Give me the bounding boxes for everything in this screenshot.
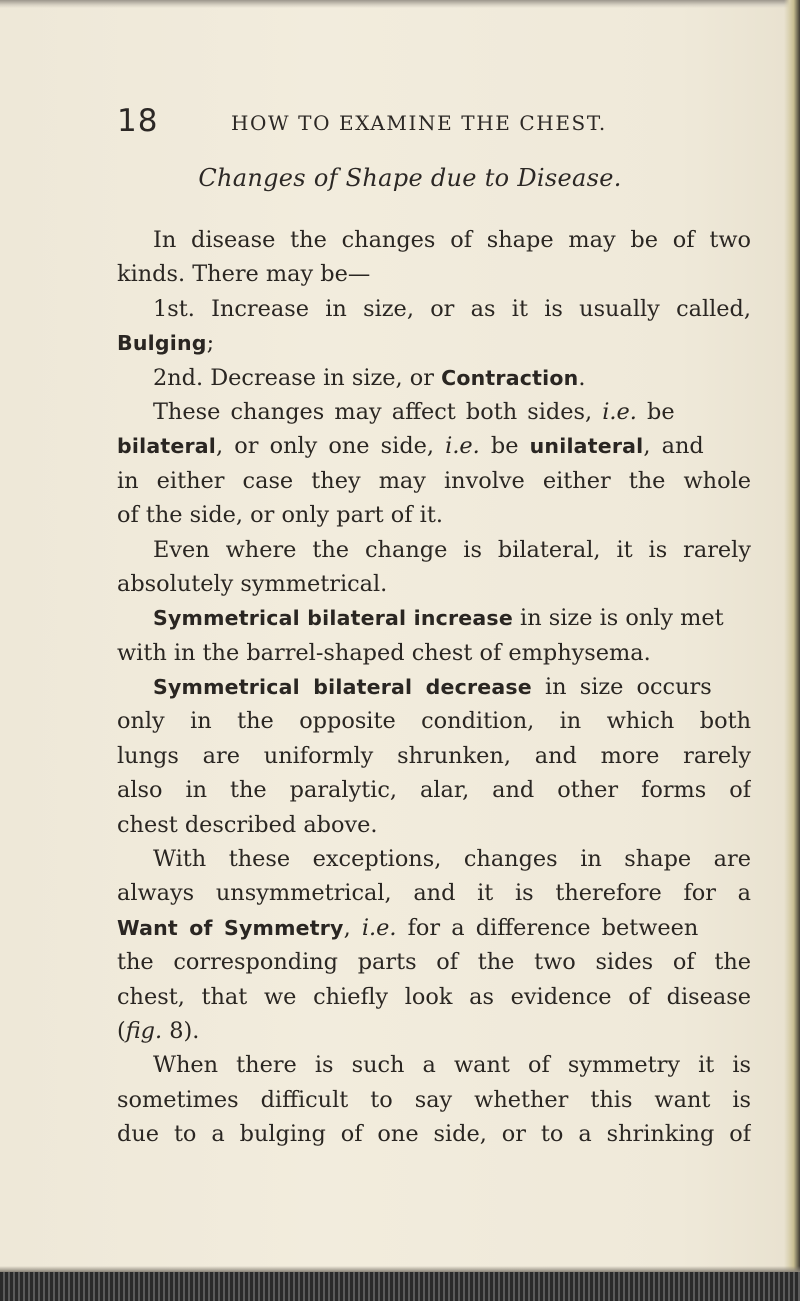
text-line: always unsymmetrical, and it is therefore for a [117,880,751,907]
text-fragment: 8). [162,1017,200,1044]
bold-term: Symmetrical bilateral increase [153,606,513,631]
text-line: absolutely symmetrical. [117,570,388,597]
bold-term: bilateral [117,434,217,459]
text-line: lungs are uniformly shrunken, and more rarely [117,742,751,769]
italic-abbrev: i.e. [445,433,480,460]
text-line [117,326,751,360]
text-fragment: in size is only met [512,605,724,632]
text-fragment: for a difference between [396,914,699,941]
text-line [117,670,751,704]
text-line [117,429,751,463]
text-fragment: , or only one side, [216,433,446,460]
bold-term: Contraction [441,365,579,390]
text-line: only in the opposite condition, in which both [117,708,751,735]
body-text [117,223,751,1152]
page-bottom-edge [0,1272,800,1301]
text-line [117,601,751,635]
page-number: 18 [117,103,159,139]
running-head [117,103,757,143]
text-line: Even where the change is bilateral, it is rarely [153,536,751,563]
text-line [117,361,751,395]
text-line: In disease the changes of shape may be of two [153,227,751,253]
text-line: With these exceptions, changes in shape are [153,846,751,873]
text-line: the corresponding parts of the two sides of the [117,949,751,976]
text-line: 1st. Increase in size, or as it is usually called, [153,295,751,322]
text-fragment: be [479,433,530,460]
text-line: sometimes difficult to say whether this want is [117,1086,751,1113]
text-line: kinds. There may be— [117,261,371,288]
bold-term: Want of Symmetry [117,915,344,940]
text-fragment: 2nd. Decrease in size, or [153,364,442,391]
page-top-edge [0,0,800,8]
bold-term: unilateral [529,434,644,459]
text-line: in either case they may involve either the whole [117,467,751,494]
italic-abbrev: i.e. [602,398,637,425]
text-line: due to a bulging of one side, or to a shrinking of [117,1121,751,1148]
bold-term: Bulging [117,331,207,356]
section-title: Changes of Shape due to Disease. [198,164,622,192]
text-fragment: ; [206,330,215,357]
text-fragment: in size occurs [531,674,712,701]
text-line: of the side, or only part of it. [117,502,443,529]
text-line [117,395,751,429]
bold-term: Symmetrical bilateral decrease [153,675,532,700]
text-fragment: These changes may affect both sides, [153,398,603,425]
text-line: chest described above. [117,811,378,838]
text-fragment: be [636,398,675,425]
text-line: chest, that we chiefly look as evidence of disease [117,983,751,1010]
italic-figure-ref: fig. [125,1017,163,1044]
running-title: HOW TO EXAMINE THE CHEST. [231,111,607,135]
italic-abbrev: i.e. [361,914,397,941]
text-fragment: ( [117,1017,126,1044]
text-line: with in the barrel-shaped chest of emphysema. [117,639,651,666]
text-line: also in the paralytic, alar, and other forms of [117,777,751,804]
text-fragment: , [343,914,362,941]
text-fragment: . [578,364,586,391]
text-line [117,1014,751,1048]
page-right-edge [784,0,800,1301]
text-line: When there is such a want of symmetry it is [153,1052,751,1079]
text-line [117,911,751,945]
text-fragment: , and [643,433,704,460]
